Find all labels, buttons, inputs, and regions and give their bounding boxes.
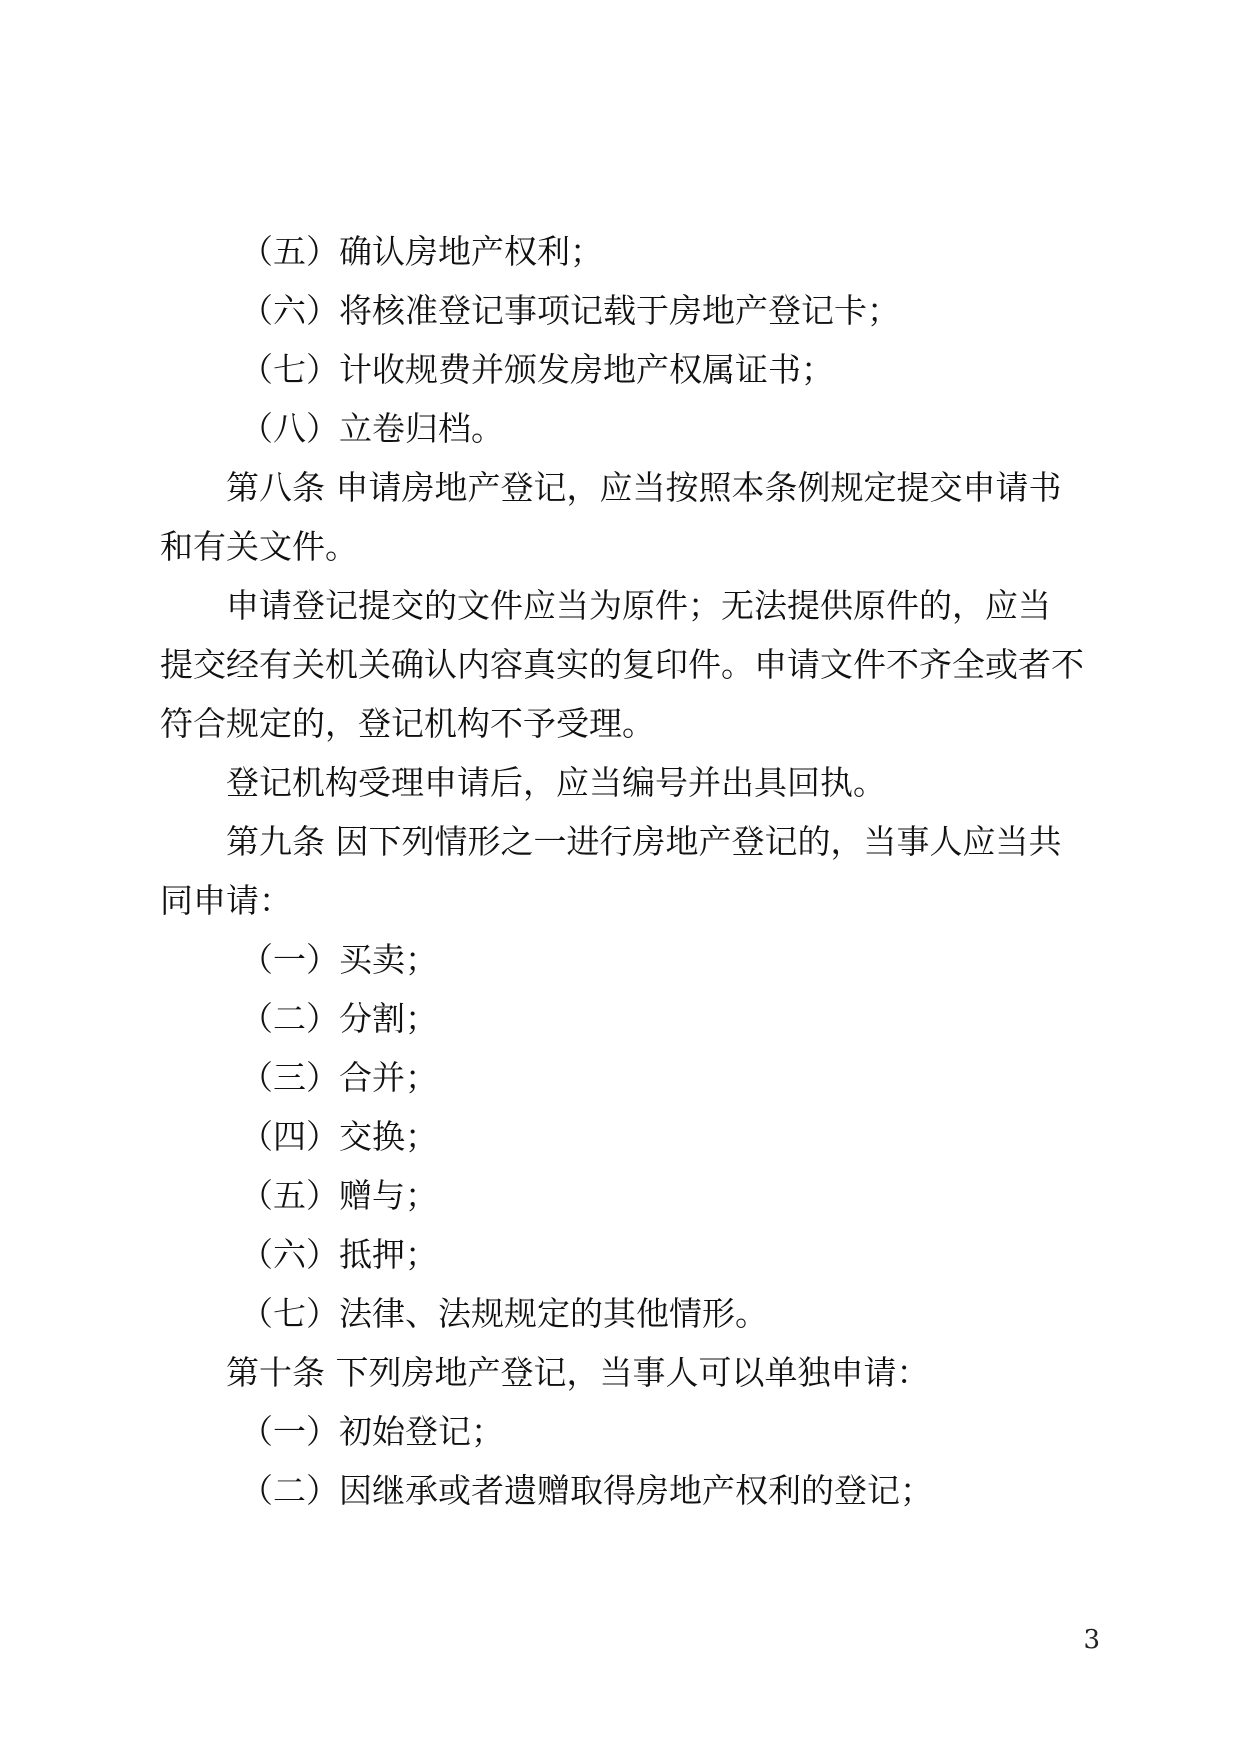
article-9-line-1: 第九条 因下列情形之一进行房地产登记的，当事人应当共 — [226, 822, 1062, 861]
item-7-issue-certificate: （七）计收规费并颁发房地产权属证书； — [240, 350, 834, 389]
article-9-item-1: （一）买卖； — [240, 940, 438, 979]
article-9-item-5: （五）赠与； — [240, 1176, 438, 1215]
item-6-record-registration: （六）将核准登记事项记载于房地产登记卡； — [240, 291, 900, 330]
page-number: 3 — [1083, 1625, 1100, 1655]
article-10-line-1: 第十条 下列房地产登记，当事人可以单独申请： — [226, 1353, 930, 1392]
article-8-line-2: 和有关文件。 — [160, 527, 358, 566]
paragraph-originals-line-1: 申请登记提交的文件应当为原件；无法提供原件的，应当 — [226, 586, 1051, 625]
article-9-item-2: （二）分割； — [240, 999, 438, 1038]
item-8-archive: （八）立卷归档。 — [240, 409, 504, 448]
article-9-item-6: （六）抵押； — [240, 1235, 438, 1274]
article-10-item-2: （二）因继承或者遗赠取得房地产权利的登记； — [240, 1471, 933, 1510]
article-9-item-4: （四）交换； — [240, 1117, 438, 1156]
paragraph-receipt: 登记机构受理申请后，应当编号并出具回执。 — [226, 763, 886, 802]
article-9-line-2: 同申请： — [160, 881, 292, 920]
article-10-item-1: （一）初始登记； — [240, 1412, 504, 1451]
article-8-line-1: 第八条 申请房地产登记，应当按照本条例规定提交申请书 — [226, 468, 1062, 507]
article-9-item-7: （七）法律、法规规定的其他情形。 — [240, 1294, 768, 1333]
item-5-confirm-rights: （五）确认房地产权利； — [240, 232, 603, 271]
article-9-item-3: （三）合并； — [240, 1058, 438, 1097]
paragraph-originals-line-2: 提交经有关机关确认内容真实的复印件。申请文件不齐全或者不 — [160, 645, 1084, 684]
paragraph-originals-line-3: 符合规定的，登记机构不予受理。 — [160, 704, 655, 743]
